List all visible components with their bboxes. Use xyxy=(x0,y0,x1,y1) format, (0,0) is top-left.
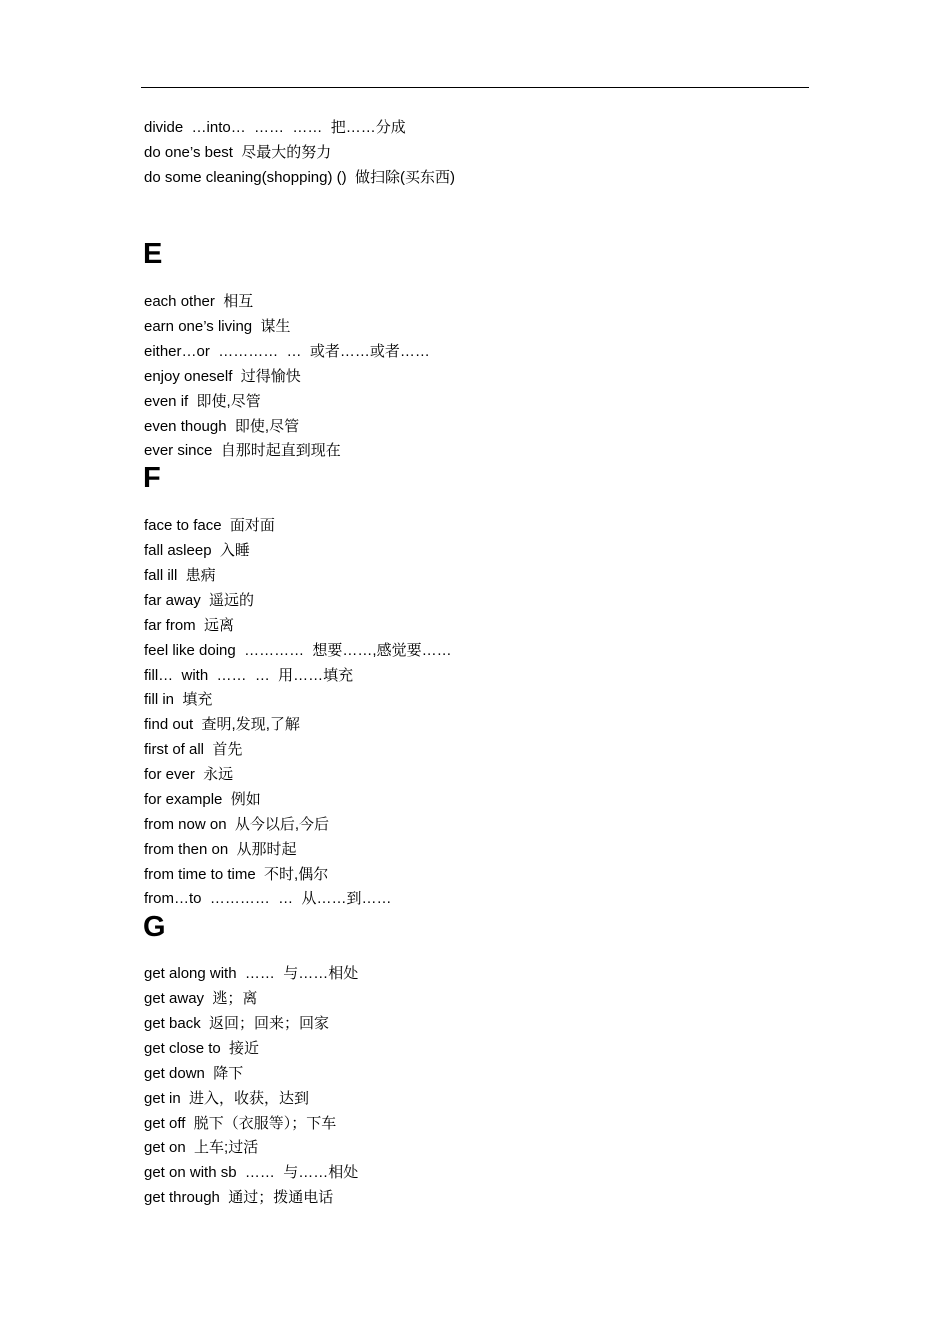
entry-line: get back 返回；回来；回家 xyxy=(144,1015,330,1032)
entry-line: feel like doing ………… 想要……,感觉要…… xyxy=(144,642,452,659)
entry-line: even if 即使,尽管 xyxy=(144,393,261,410)
entry-line: find out 查明,发现,了解 xyxy=(144,716,300,733)
entry-line: for example 例如 xyxy=(144,791,261,808)
entry-line: get along with …… 与……相处 xyxy=(144,965,359,982)
entry-line: get on 上车;过活 xyxy=(144,1139,259,1156)
entry-line: first of all 首先 xyxy=(144,741,243,758)
section-heading-g: G xyxy=(143,911,166,943)
section-heading-e: E xyxy=(143,238,163,270)
entry-line: from now on 从今以后,今后 xyxy=(144,816,330,833)
entry-line: even though 即使,尽管 xyxy=(144,418,300,435)
entry-line: enjoy oneself 过得愉快 xyxy=(144,368,301,385)
entry-line: from then on 从那时起 xyxy=(144,841,297,858)
entry-line: far from 远离 xyxy=(144,617,235,634)
entry-line: do one’s best 尽最大的努力 xyxy=(144,144,332,161)
entry-line: get down 降下 xyxy=(144,1065,244,1082)
section-heading-f: F xyxy=(143,462,161,494)
entry-line: earn one’s living 谋生 xyxy=(144,318,291,335)
header-rule xyxy=(141,87,809,88)
entry-line: get close to 接近 xyxy=(144,1040,260,1057)
entry-line: fill… with …… … 用……填充 xyxy=(144,667,354,684)
entry-line: fall asleep 入睡 xyxy=(144,542,250,559)
entry-line: fall ill 患病 xyxy=(144,567,216,584)
entry-line: fill in 填充 xyxy=(144,691,213,708)
entry-line: get through 通过；拨通电话 xyxy=(144,1189,334,1206)
entry-line: divide …into… …… …… 把……分成 xyxy=(144,119,406,136)
entry-line: get off 脱下（衣服等）；下车 xyxy=(144,1115,337,1132)
entry-line: get away 逃；离 xyxy=(144,990,258,1007)
entry-line: each other 相互 xyxy=(144,293,254,310)
entry-line: ever since 自那时起直到现在 xyxy=(144,442,341,459)
entry-line: get on with sb …… 与……相处 xyxy=(144,1164,359,1181)
entry-line: from…to ………… … 从……到…… xyxy=(144,890,392,907)
entry-line: from time to time 不时,偶尔 xyxy=(144,866,329,883)
entry-line: either…or ………… … 或者……或者…… xyxy=(144,343,430,360)
entry-line: face to face 面对面 xyxy=(144,517,275,534)
entry-line: get in 进入，收获，达到 xyxy=(144,1090,310,1107)
entry-line: far away 遥远的 xyxy=(144,592,255,609)
entry-line: for ever 永远 xyxy=(144,766,234,783)
entry-line: do some cleaning(shopping) () 做扫除(买东西) xyxy=(144,169,455,186)
